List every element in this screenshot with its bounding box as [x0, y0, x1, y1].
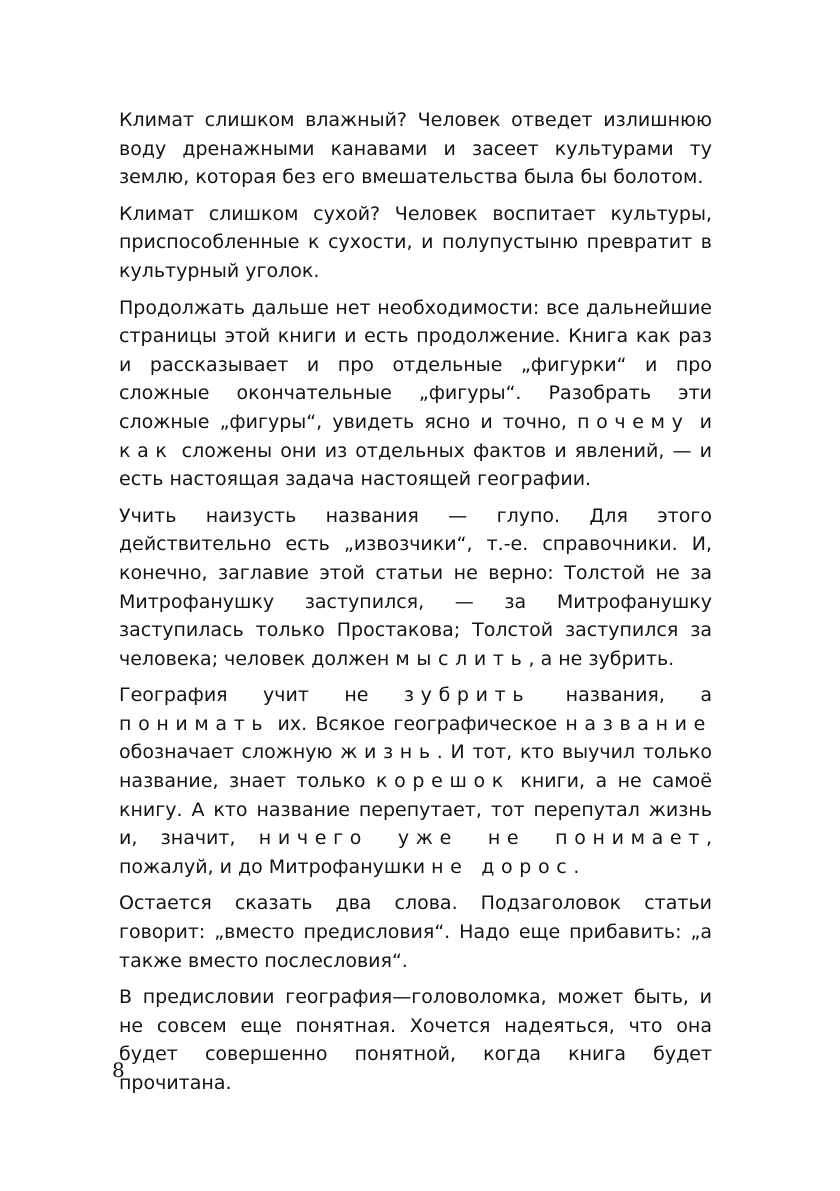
paragraph-text: сложены они из отдельных фактов и явлений, — и есть настоящая задача настоящей географии. — [119, 439, 712, 491]
paragraph — [119, 502, 712, 674]
paragraph — [119, 200, 712, 286]
paragraph-text: Остается сказать два слова. Подзаголовок статьи говорит: „вместо предисловия“. Надо еще прибавить: „а также вместо послесловия“. — [119, 892, 712, 972]
paragraph-text: книги, а не самоё книгу. А кто название перепутает, тот перепутал жизнь и, значит, — [119, 770, 712, 850]
paragraph-text: их. Всякое географическое — [269, 712, 566, 735]
spaced-emphasis-text: понимать — [119, 712, 270, 735]
paragraph — [119, 681, 712, 881]
paragraph-text: . — [573, 855, 580, 878]
paragraph-text: Продолжать дальше нет необходимости: все дальнейшие страницы этой книги и есть продолжение. Книга как раз и рассказывает и про отдельные „фигурки“ и про сложные окончательные „фигуры“. Разобрать эти сложные „фигуры“, увидеть ясно и точно, — [119, 296, 712, 433]
page-number: 8 — [112, 1058, 125, 1082]
paragraph-text: Климат слишком влажный? Человек отведет излишнюю воду дренажными канавами и засеет культурами ту землю, которая без его вмешательства была бы болотом. — [119, 109, 712, 189]
spaced-emphasis-text: название — [565, 712, 712, 735]
paragraph — [119, 889, 712, 975]
paragraph-text: Учить наизусть названия — глупо. Для этого действительно есть „извозчики“, т.-е. справочники. И, конечно, заглавие этой статьи не верно: Толстой не за Митрофанушку заступился, — за Митрофанушку заступилась только Простакова; Толстой заступился за человека; человек должен — [119, 504, 712, 670]
spaced-emphasis-text: корешок — [376, 770, 510, 793]
spaced-emphasis-text: почему — [577, 410, 690, 433]
paragraph — [119, 294, 712, 494]
spaced-emphasis-text: зубрить — [403, 684, 531, 707]
paragraph-text: География учит не — [119, 684, 404, 707]
paragraph — [119, 106, 712, 192]
page-body-text — [119, 106, 712, 1106]
paragraph-text: и — [689, 410, 713, 433]
spaced-emphasis-text: ничего уже не понимает — [258, 827, 706, 850]
spaced-emphasis-text: мыслить — [395, 647, 529, 670]
paragraph-text: , пожалуй, и до Митрофанушки — [119, 827, 712, 878]
paragraph-text: В предисловии география—головоломка, может быть, и не совсем еще понятная. Хочется надеяться, что она будет совершенно понятной, когда книга будет прочитана. — [119, 986, 712, 1094]
paragraph — [119, 983, 712, 1097]
spaced-emphasis-text: не дорос — [431, 855, 574, 878]
paragraph-text: , а не зубрить. — [528, 647, 675, 670]
spaced-emphasis-text: как — [119, 439, 174, 462]
paragraph-text: обозначает сложную — [119, 741, 341, 764]
spaced-emphasis-text: жизнь — [340, 741, 437, 764]
paragraph-text: Климат слишком сухой? Человек воспитает культуры, приспособленные к сухости, и полупустыню превратит в культурный уголок. — [119, 202, 712, 282]
paragraph-text: названия, а — [530, 684, 712, 707]
paragraph-text: . И тот, кто выучил только название, знает только — [119, 741, 712, 793]
